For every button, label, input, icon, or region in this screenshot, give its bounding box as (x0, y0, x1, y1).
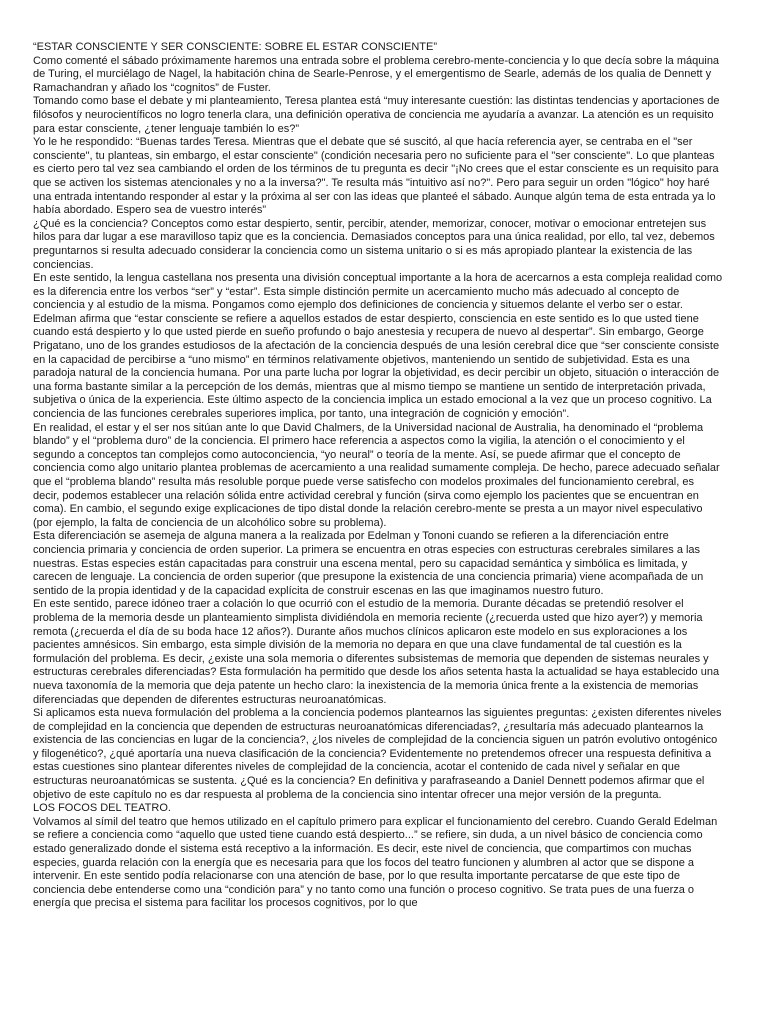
paragraph: En realidad, el estar y el ser nos sitúan ante lo que David Chalmers, de la Universidad nacional de Australia, ha denominado el “problema blando” y el “problema duro” de la conciencia. El primero hace referencia a aspectos como la vigilia, la atención o el conocimiento y el segundo a conceptos tan complejos como autoconciencia, “yo neural” o teoría de la mente. Así, se puede afirmar que el concepto de conciencia como algo unitario plantea problemas de acercamiento a una realidad sumamente compleja. De hecho, parece adecuado señalar que el “problema blando” resulta más resoluble porque puede verse satisfecho con modelos proximales del funcionamiento cerebral, es decir, podemos establecer una relación sólida entre actividad cerebral y función (sirva como ejemplo los pacientes que se encuentran en coma). En cambio, el segundo exige explicaciones de tipo distal donde la relación cerebro-mente se presta a un mayor nivel especulativo (por ejemplo, la falta de conciencia de un alcohólico sobre su problema). (33, 421, 720, 529)
paragraph: ¿Qué es la conciencia? Conceptos como estar despierto, sentir, percibir, atender, memorizar, conocer, motivar o emocionar entretejen sus hilos para dar lugar a ese maravilloso tapiz que es la conciencia. Demasiados conceptos para una única realidad, por ello, tal vez, debemos preguntarnos si resulta adecuado considerar la conciencia como un sistema unitario o si es más apropiado plantear la existencia de las conciencias. (33, 217, 715, 271)
paragraph: Tomando como base el debate y mi planteamiento, Teresa plantea está “muy interesante cuestión: las distintas tendencias y aportaciones de filósofos y neurocientíficos no logro tenerla clara, una definición operativa de conciencia me ayudaría a avanzar. La atención es un requisito para estar consciente, ¿tener lenguaje también lo es?” (33, 95, 720, 135)
paragraph: En este sentido, la lengua castellana nos presenta una división conceptual importante a la hora de acercarnos a esta compleja realidad como es la diferencia entre los verbos “ser” y “estar”. Esta simple distinción permite un acercamiento mucho más adecuado al concepto de conciencia y al estudio de la misma. Pongamos como ejemplo dos definiciones de conciencia y situemos delante el verbo ser o estar. Edelman afirma que “estar consciente se refiere a aquellos estados de estar despierto, consciencia en este sentido es lo que usted tiene cuando está despierto y lo que usted pierde en sueño profundo o bajo anestesia y recupera de nuevo al despertar”. Sin embargo, George Prigatano, uno de los grandes estudiosos de la afectación de la conciencia después de una lesión cerebral dice que “ser consciente consiste en la capacidad de percibirse a “uno mismo” en términos relativamente objetivos, manteniendo un sentido de subjetividad. Esta es una paradoja natural de la conciencia humana. Por una parte lucha por lograr la objetividad, es decir percibir un objeto, situación o interacción de una forma bastante similar a la percepción de los demás, mientras que al mismo tiempo se mantiene un sentido de interpretación privada, subjetiva o única de la experiencia. Este último aspecto de la conciencia implica un estado emocional a la vez que un proceso cognitivo. La conciencia de las funciones cerebrales superiores implica, por tanto, una integración de cognición y emoción”. (33, 272, 723, 421)
paragraph: En este sentido, parece idóneo traer a colación lo que ocurrió con el estudio de la memoria. Durante décadas se pretendió resolver el problema de la memoria desde un planteamiento simplista dividiéndola en memoria reciente (¿recuerda usted que hizo ayer?) y memoria remota (¿recuerda el día de su boda hace 12 años?). Durante años muchos clínicos aplicaron este modelo en sus exploraciones a los pacientes amnésicos. Sin embargo, esta simple división de la memoria no depara en que una clave fundamental de tal cuestión es la formulación del problema. Es decir, ¿existe una sola memoria o diferentes subsistemas de memoria que dependen de sistemas neurales y estructuras cerebrales diferenciadas? Esta formulación ha permitido que desde los años setenta hasta la actualidad se haya establecido una nueva taxonomía de la memoria que deja patente un hecho claro: la inexistencia de la memoria única frente a la existencia de memorias diferenciadas que dependen de diferentes estructuras neuroanatómicas. (33, 598, 720, 706)
document-body (33, 41, 723, 911)
paragraph: Volvamos al símil del teatro que hemos utilizado en el capítulo primero para explicar el funcionamiento del cerebro. Cuando Gerald Edelman se refiere a conciencia como “aquello que usted tiene cuando está despierto...” se refiere, sin duda, a un nivel básico de conciencia como estado generalizado donde el sistema está receptivo a la información. Es decir, este nivel de conciencia, que compartimos con muchas especies, guarda relación con la energía que es necesaria para que los focos del teatro funcionen y alumbren al actor que se dispone a intervenir. En este sentido podía relacionarse con una atención de base, por lo que resulta importante percatarse de que este tipo de conciencia debe entenderse como una “condición para” y no tanto como una función o proceso cognitivo. Se trata pues de una fuerza o energía que precisa el sistema para facilitar los procesos cognitivos, por lo que (33, 815, 718, 910)
paragraph: Como comenté el sábado próximamente haremos una entrada sobre el problema cerebro-mente-conciencia y lo que decía sobre la máquina de Turing, el murciélago de Nagel, la habitación china de Searle-Penrose, y el emergentismo de Searle, además de los qualia de Dennett y Ramachandran y añado los “cognitos” de Fuster. (33, 54, 720, 94)
section-heading: LOS FOCOS DEL TEATRO. (33, 802, 171, 815)
document-title: “ESTAR CONSCIENTE Y SER CONSCIENTE: SOBRE EL ESTAR CONSCIENTE” (33, 41, 438, 53)
paragraph: Yo le he respondido: “Buenas tardes Teresa. Mientras que el debate que sé suscitó, al que hacía referencia ayer, se centraba en el "ser consciente", tu planteas, sin embargo, el estar consciente" (condición necesaria pero no suficiente para el "ser consciente". Lo que planteas es cierto pero tal vez sea cambiando el orden de los términos de tu pregunta es decir "¡No crees que el estar consciente es un requisito para que se activen los sistemas atencionales y no a la inversa?". Te resulta más "intuitivo así no?". Pero para seguir un orden "lógico" hoy haré una entrada intentando responder al estar y la próxima al ser con las ideas que planteé el sábado. Aunque algún tema de esta entrada ya lo había abordado. Espero sea de vuestro interés” (33, 136, 719, 217)
paragraph: Si aplicamos esta nueva formulación del problema a la conciencia podemos plantearnos las siguientes preguntas: ¿existen diferentes niveles de complejidad en la conciencia que dependen de estructuras neuroanatómicas diferenciadas?, ¿resultaría más adecuado plantearnos la existencia de las conciencias en lugar de la conciencia?, ¿los niveles de complejidad de la conciencia siguen un patrón evolutivo ontogénico y filogenético?, ¿qué aportaría una nueva clasificación de la conciencia? Evidentemente no pretendemos ofrecer una respuesta definitiva a estas cuestiones sino plantear diferentes niveles de complejidad de la conciencia, acotar el contenido de cada nivel y señalar en que estructuras neuroanatómicas se sustenta. ¿Qué es la conciencia? En definitiva y parafraseando a Daniel Dennett podemos afirmar que el objetivo de este capítulo no es dar respuesta al problema de la conciencia sino intentar ofrecer una mejor versión de la pregunta. (33, 707, 722, 801)
paragraph: Esta diferenciación se asemeja de alguna manera a la realizada por Edelman y Tononi cuando se refieren a la diferenciación entre conciencia primaria y conciencia de orden superior. La primera se encuentra en otras especies con estructuras cerebrales similares a las nuestras. Estas especies están capacitadas para construir una escena mental, pero su capacidad semántica y simbólica es limitada, y carecen de lenguaje. La conciencia de orden superior (que presupone la existencia de una conciencia primaria) viene acompañada de un sentido de la propia identidad y de la capacidad explícita de construir escenas en las que imaginamos nuestro futuro. (33, 530, 704, 597)
